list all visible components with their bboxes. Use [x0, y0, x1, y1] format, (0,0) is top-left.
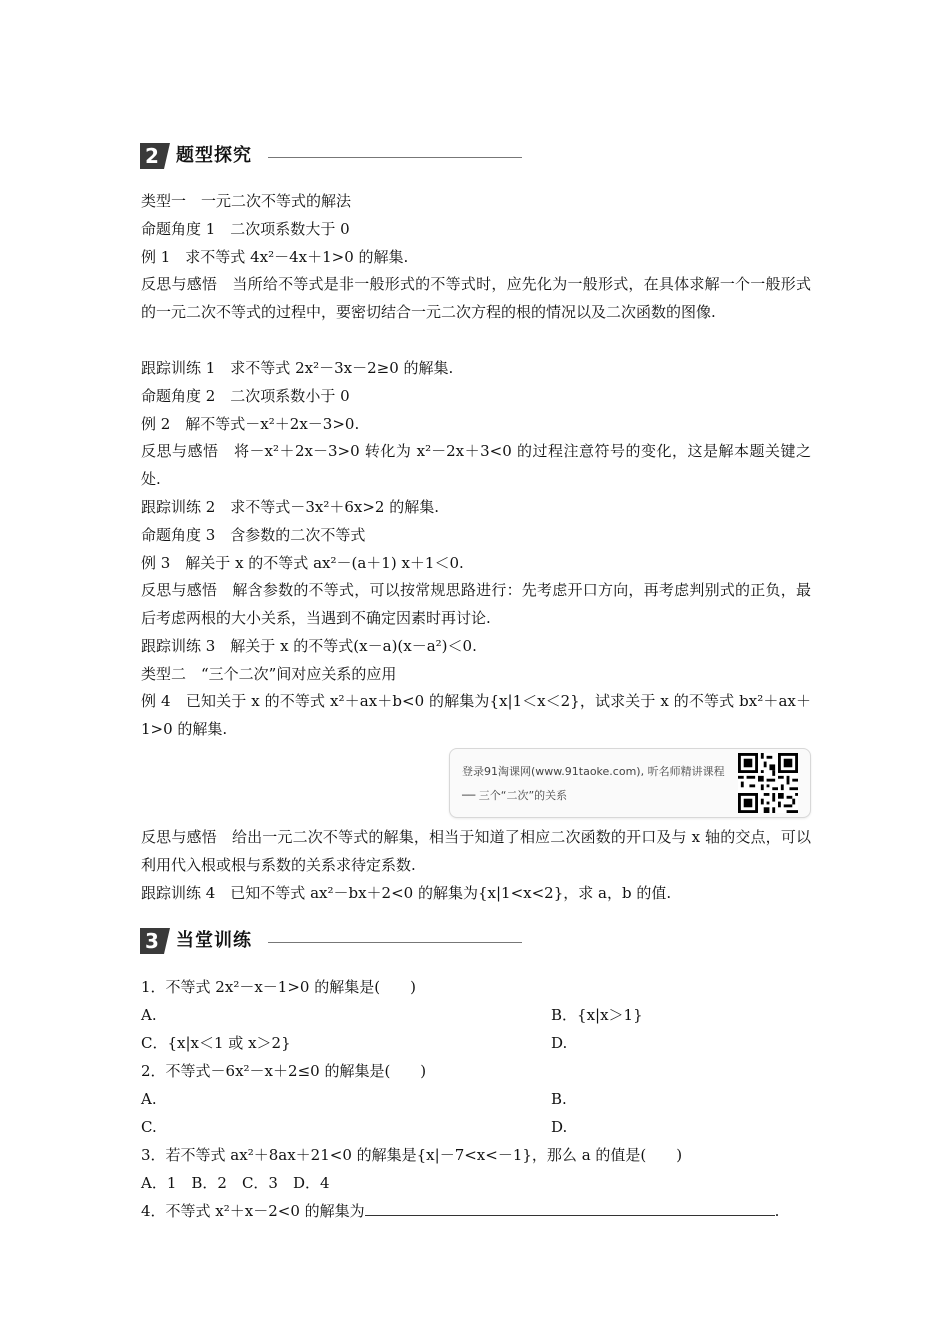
- question-3-options: A．1 B．2 C．3 D．4: [141, 1174, 330, 1192]
- section-number: 3: [140, 928, 164, 954]
- practice-1: 跟踪训练 1 求不等式 2x²－3x－2≥0 的解集.: [141, 359, 454, 377]
- option-b: B．{x|x＞1}: [551, 1006, 643, 1024]
- practice-3: 跟踪训练 3 解关于 x 的不等式(x－a)(x－a²)＜0.: [141, 637, 477, 655]
- example-1: 例 1 求不等式 4x²－4x＋1>0 的解集.: [141, 248, 409, 266]
- reflection-3: 反思与感悟 解含参数的不等式，可以按常规思路进行：先考虑开口方向，再考虑判别式的正负，最后考虑两根的大小关系，当遇到不确定因素时再讨论.: [141, 581, 811, 627]
- example-3: 例 3 解关于 x 的不等式 ax²－(a＋1) x＋1＜0.: [141, 554, 464, 572]
- answer-blank[interactable]: [365, 1201, 775, 1216]
- question-1-options-cd: [141, 1033, 811, 1053]
- angle-3-heading: 命题角度 3 含参数的二次不等式: [141, 526, 366, 544]
- section-header-3: [140, 928, 522, 956]
- banner-text-main: 登录91淘课网(www.91taoke.com), 听名师精讲课程: [462, 765, 725, 778]
- option-a: A.: [141, 1006, 157, 1024]
- reflection-2: 反思与感悟 将－x²＋2x－3>0 转化为 x²－2x＋3<0 的过程注意符号的变化，这是解本题关键之处.: [141, 442, 811, 488]
- example-2: 例 2 解不等式－x²＋2x－3>0.: [141, 415, 360, 433]
- option-c: C．{x|x＜1 或 x＞2}: [141, 1034, 291, 1052]
- example-4: 例 4 已知关于 x 的不等式 x²＋ax＋b<0 的解集为{x|1＜x＜2}，试求关于 x 的不等式 bx²＋ax＋1>0 的解集.: [141, 692, 811, 738]
- question-4-text: 4．不等式 x²＋x－2<0 的解集为: [141, 1202, 365, 1220]
- section-number: 2: [140, 143, 164, 169]
- angle-1-heading: 命题角度 1 二次项系数大于 0: [141, 220, 350, 238]
- section-header-2: [140, 143, 522, 171]
- angle-2-heading: 命题角度 2 二次项系数小于 0: [141, 387, 350, 405]
- banner-text-sub: ── 三个“二次”的关系: [462, 789, 568, 802]
- section-title: 当堂训练: [176, 930, 252, 951]
- option-d: D.: [551, 1118, 568, 1136]
- question-3: 3．若不等式 ax²＋8ax＋21<0 的解集是{x|－7<x<－1}，那么 a 的值是( ): [141, 1146, 683, 1164]
- qr-code-icon[interactable]: [738, 753, 798, 813]
- section-rule: [268, 157, 522, 158]
- option-b: B.: [551, 1090, 567, 1108]
- course-banner[interactable]: [449, 748, 811, 818]
- question-1-options-ab: [141, 1005, 811, 1025]
- section-rule: [268, 942, 522, 943]
- question-4: [141, 1201, 811, 1221]
- question-2-options-cd: [141, 1117, 811, 1137]
- practice-4: 跟踪训练 4 已知不等式 ax²－bx＋2<0 的解集为{x|1<x<2}，求 a，b 的值.: [141, 884, 672, 902]
- question-2: 2．不等式－6x²－x＋2≤0 的解集是( ): [141, 1062, 427, 1080]
- option-a: A.: [141, 1090, 157, 1108]
- type-two-heading: 类型二 “三个二次”间对应关系的应用: [141, 665, 397, 683]
- section-title: 题型探究: [176, 145, 252, 166]
- question-1: 1．不等式 2x²－x－1>0 的解集是( ): [141, 978, 416, 996]
- option-c: C.: [141, 1118, 157, 1136]
- reflection-1: 反思与感悟 当所给不等式是非一般形式的不等式时，应先化为一般形式，在具体求解一个一般形式的一元二次不等式的过程中，要密切结合一元二次方程的根的情况以及二次函数的图像.: [141, 275, 811, 321]
- reflection-4: 反思与感悟 给出一元二次不等式的解集，相当于知道了相应二次函数的开口及与 x 轴的交点，可以利用代入根或根与系数的关系求待定系数.: [141, 828, 811, 874]
- question-2-options-ab: [141, 1089, 811, 1109]
- type-one-heading: 类型一 一元二次不等式的解法: [141, 192, 352, 210]
- practice-2: 跟踪训练 2 求不等式－3x²＋6x>2 的解集.: [141, 498, 439, 516]
- option-d: D.: [551, 1034, 568, 1052]
- question-4-end: .: [774, 1202, 780, 1220]
